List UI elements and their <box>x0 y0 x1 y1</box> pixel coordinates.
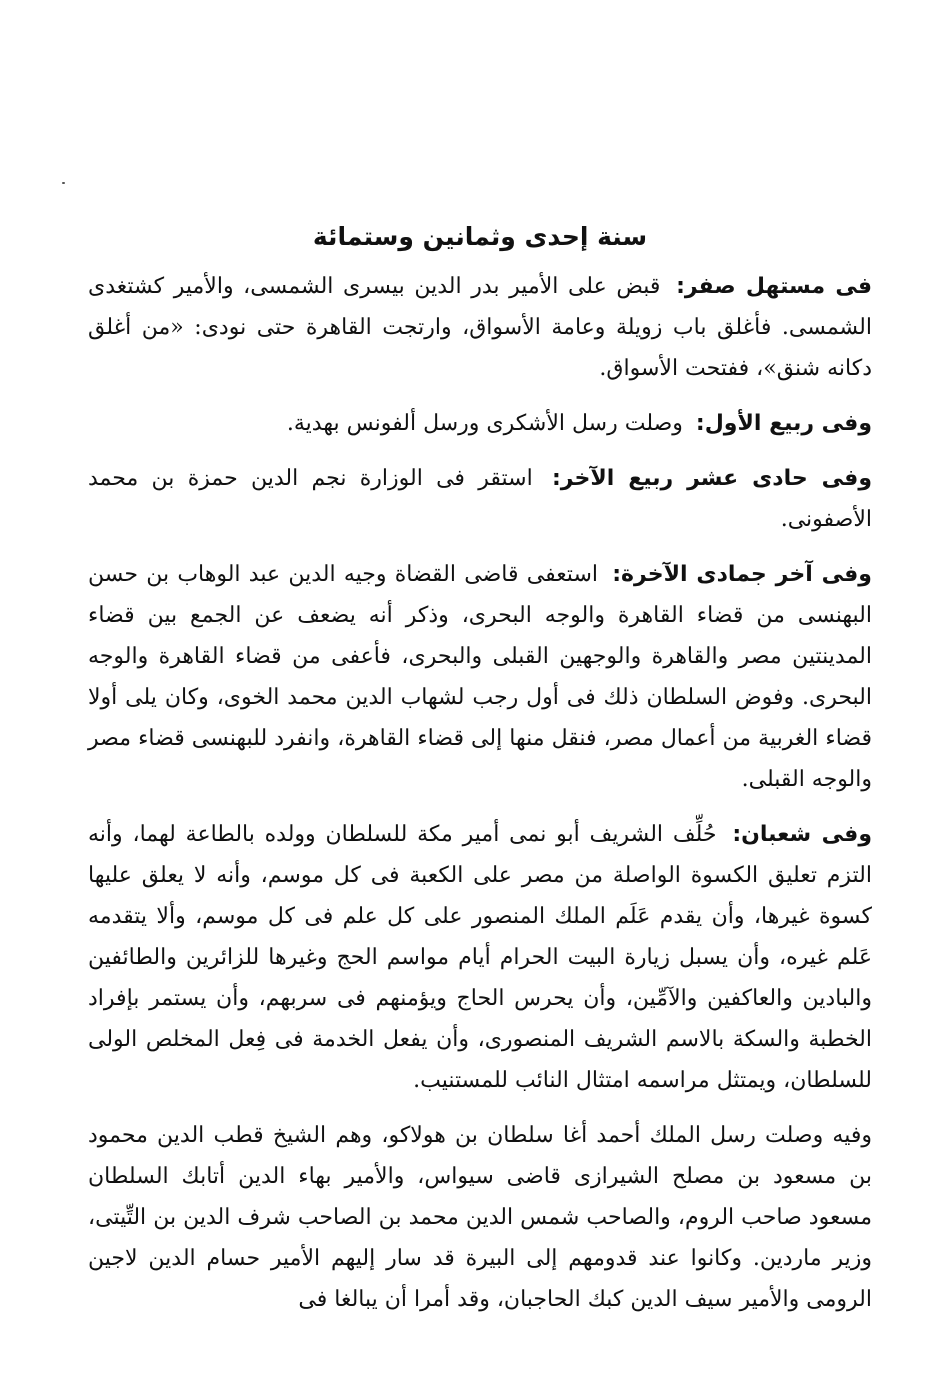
paragraph-text: حُلِّف الشريف أبو نمى أمير مكة للسلطان وولده بالطاعة لهما، وأنه التزم تعليق الكسوة الواصلة من مصر على الكعبة فى كل موسم، وأنه لا يعلق عليها كسوة غيرها، وأن يقدم عَلَم الملك المنصور على كل علم فى كل موسم، وألا يتقدمه عَلم غيره، وأن يسبل زيارة البيت الحرام أيام مواسم الحج وغيرها للزائرين والطائفين والبادين والعاكفين والآمِّين، وأن يحرس الحاج ويؤمنهم فى سربهم، وأن يستمر بإفراد الخطبة والسكة بالاسم الشريف المنصورى، وأن يفعل الخدمة فى فِعل المخلص الولى للسلطان، ويمتثل مراسمه امتثال النائب للمستنيب. <box>88 821 872 1093</box>
paragraph-lead: وفى آخر جمادى الآخرة: <box>612 561 872 587</box>
paragraph-rabi-awwal <box>88 403 872 444</box>
paragraph-safar <box>88 266 872 389</box>
paragraph-rabi-akhir <box>88 458 872 540</box>
margin-speck <box>62 182 65 184</box>
paragraph-envoys <box>88 1115 872 1320</box>
paragraph-lead: فى مستهل صفر: <box>676 273 873 299</box>
paragraph-text: استعفى قاضى القضاة وجيه الدين عبد الوهاب بن حسن البهنسى من قضاء القاهرة والوجه البحرى، وذكر أنه يضعف عن الجمع بين قضاء المدينتين مصر والقاهرة والوجهين القبلى والبحرى، فأعفى من قضاء القاهرة والوجه البحرى. وفوض السلطان ذلك فى أول رجب لشهاب الدين محمد الخوى، وكان يلى أولا قضاء الغربية من أعمال مصر، فنقل منها إلى قضاء القاهرة، وانفرد للبهنسى قضاء مصر والوجه القبلى. <box>88 561 872 792</box>
paragraph-shaban <box>88 814 872 1101</box>
paragraph-jumada-akhira <box>88 554 872 800</box>
paragraph-text: وصلت رسل الأشكرى ورسل ألفونس بهدية. <box>286 410 683 436</box>
paragraph-text: وفيه وصلت رسل الملك أحمد أغا سلطان بن هولاكو، وهم الشيخ قطب الدين محمود بن مسعود بن مصلح الشيرازى قاضى سيواس، والأمير بهاء الدين أتابك السلطان مسعود صاحب الروم، والصاحب شمس الدين محمد بن الصاحب شرف الدين بن التِّيتى، وزير ماردين. وكانوا عند قدومهم إلى البيرة قد سار إليهم الأمير حسام الدين لاجين الرومى والأمير سيف الدين كبك الحاجبان، وقد أمرا أن يبالغا فى <box>88 1122 872 1312</box>
paragraph-text: استقر فى الوزارة نجم الدين حمزة بن محمد الأصفونى. <box>88 465 872 532</box>
document-page <box>88 218 872 1334</box>
page-title: سنة إحدى وثمانين وستمائة <box>312 222 648 251</box>
paragraph-text: قبض على الأمير بدر الدين بيسرى الشمسى، والأمير كشتغدى الشمسى. فأغلق باب زويلة وعامة الأسواق، وارتجت القاهرة حتى نودى: «من أغلق دكانه شنق»، ففتحت الأسواق. <box>88 273 872 381</box>
paragraph-lead: وفى شعبان: <box>732 821 872 847</box>
paragraph-lead: وفى ربيع الأول: <box>695 410 872 436</box>
paragraph-lead: وفى حادى عشر ربيع الآخر: <box>551 465 872 491</box>
